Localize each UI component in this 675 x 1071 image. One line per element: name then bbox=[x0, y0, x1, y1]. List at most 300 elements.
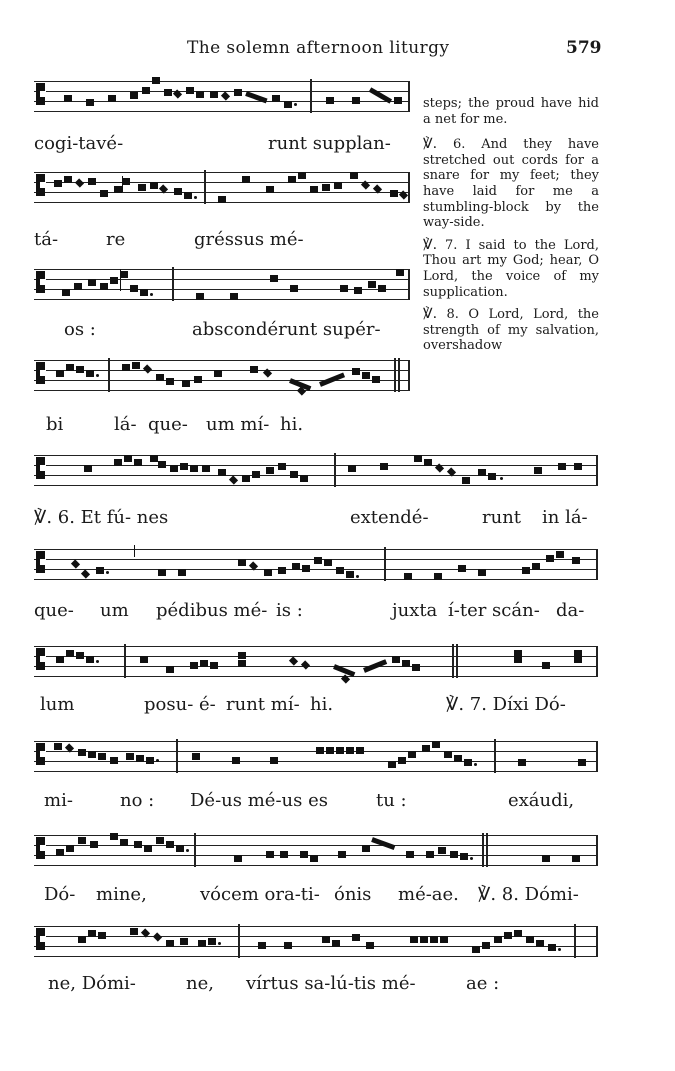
neume-note bbox=[208, 938, 216, 945]
neume-note bbox=[230, 293, 238, 300]
neume-note bbox=[424, 459, 432, 466]
neume-note bbox=[338, 851, 346, 858]
neume-note bbox=[64, 176, 72, 183]
neume-note bbox=[430, 936, 438, 943]
staff-line bbox=[34, 360, 410, 361]
translation-intro: steps; the proud have hid a net for me. bbox=[423, 96, 599, 127]
neume-note bbox=[62, 289, 70, 296]
neume-note bbox=[242, 176, 250, 183]
neume-note bbox=[346, 747, 354, 754]
neume-note bbox=[166, 841, 174, 848]
translation-column bbox=[423, 96, 599, 361]
neume-note bbox=[186, 87, 194, 94]
do-clef-icon bbox=[36, 743, 45, 765]
lyric-syllable: gréssus mé- bbox=[194, 229, 304, 250]
running-title: The solemn afternoon liturgy bbox=[187, 38, 450, 58]
lyric-syllable: vócem ora-ti- bbox=[200, 884, 320, 905]
neume-note bbox=[546, 555, 554, 562]
neume-note bbox=[422, 745, 430, 752]
neume-note bbox=[96, 567, 104, 574]
neume-note bbox=[166, 940, 174, 947]
neume-note bbox=[406, 851, 414, 858]
neume-note bbox=[460, 853, 468, 860]
neume-note bbox=[434, 573, 442, 580]
bar-line bbox=[172, 267, 174, 301]
neume-note bbox=[78, 749, 86, 756]
neume-note bbox=[86, 656, 94, 663]
music-staff-3 bbox=[34, 265, 410, 305]
staff-line bbox=[34, 380, 410, 381]
neume-note bbox=[302, 565, 310, 572]
staff-line bbox=[34, 269, 410, 270]
neume-note bbox=[352, 368, 360, 375]
neume-note bbox=[156, 374, 164, 381]
lyric-syllable: mé-ae. bbox=[398, 884, 459, 905]
do-clef-icon bbox=[36, 837, 45, 859]
neume-note bbox=[122, 178, 130, 185]
neume-note bbox=[432, 741, 440, 748]
neume-note bbox=[350, 172, 358, 179]
neume-note bbox=[542, 662, 550, 669]
neume-note bbox=[56, 849, 64, 856]
neume-note bbox=[174, 188, 182, 195]
neume-note bbox=[214, 370, 222, 377]
neume-note bbox=[272, 95, 280, 102]
bar-line bbox=[408, 81, 410, 112]
staff-line bbox=[34, 956, 598, 957]
neume-note bbox=[88, 751, 96, 758]
neume-note bbox=[300, 475, 308, 482]
bar-line bbox=[124, 644, 126, 678]
neume-note bbox=[221, 91, 230, 100]
lyric-syllable: pédibus mé- bbox=[156, 600, 268, 621]
neume-note bbox=[54, 743, 62, 750]
lyric-syllable: que- bbox=[148, 414, 188, 435]
neume-note bbox=[158, 461, 166, 468]
neume-note bbox=[292, 563, 300, 570]
neume-note bbox=[378, 285, 386, 292]
neume-note bbox=[464, 759, 472, 766]
bar-line bbox=[310, 79, 312, 113]
translation-verse-8 bbox=[423, 307, 599, 354]
neume-note bbox=[130, 285, 138, 292]
neume-note bbox=[142, 87, 150, 94]
lyric-syllable: í-ter scán- bbox=[448, 600, 540, 621]
lyric-syllable: ℣. 6. Et fú- nes bbox=[34, 507, 169, 528]
neume-note bbox=[86, 99, 94, 106]
bar-line bbox=[452, 644, 458, 678]
neume-note bbox=[106, 571, 109, 574]
bar-line bbox=[482, 833, 488, 867]
neume-note bbox=[194, 376, 202, 383]
neume-note bbox=[96, 374, 99, 377]
lyric-syllable: tu : bbox=[376, 790, 407, 811]
music-staff-1 bbox=[34, 77, 410, 117]
lyric-syllable: um mí- bbox=[206, 414, 270, 435]
neume-note bbox=[266, 186, 274, 193]
neume-note bbox=[294, 103, 297, 106]
neume-note bbox=[71, 559, 80, 568]
staff-line bbox=[34, 485, 598, 486]
versicle-mark: ℣. bbox=[423, 306, 438, 323]
lyric-syllable: mi- bbox=[44, 790, 73, 811]
lyric-syllable: is : bbox=[276, 600, 303, 621]
lyric-syllable: ne, bbox=[186, 973, 214, 994]
neume-note bbox=[450, 851, 458, 858]
neume-note bbox=[74, 283, 82, 290]
neume-note bbox=[178, 569, 186, 576]
neume-note bbox=[100, 190, 108, 197]
staff-line bbox=[34, 81, 410, 82]
neume-note bbox=[194, 196, 197, 199]
lyric-syllable: no : bbox=[120, 790, 155, 811]
neume-note bbox=[250, 366, 258, 373]
neume-note bbox=[153, 932, 162, 941]
neume-note bbox=[78, 936, 86, 943]
staff-line bbox=[34, 299, 410, 300]
neume-note bbox=[86, 370, 94, 377]
neume-note bbox=[144, 845, 152, 852]
music-staff-10 bbox=[34, 922, 598, 962]
lyric-syllable: posu- é- bbox=[144, 694, 216, 715]
do-clef-icon bbox=[36, 83, 45, 105]
neume-note bbox=[356, 747, 364, 754]
neume-note bbox=[542, 855, 550, 862]
lyric-syllable: ℣. 7. Díxi Dó- bbox=[446, 694, 566, 715]
neume-note bbox=[558, 463, 566, 470]
neume-note bbox=[280, 851, 288, 858]
neume-note bbox=[88, 178, 96, 185]
neume-note bbox=[134, 841, 142, 848]
neume-note bbox=[316, 747, 324, 754]
lyric-syllable: Dó- bbox=[44, 884, 76, 905]
translation-verse-text: 7. I said to the Lord, Thou art my God; hear, O Lord, the voice of my supplication. bbox=[423, 237, 599, 300]
neume-note bbox=[238, 559, 246, 566]
neume-note bbox=[410, 936, 418, 943]
neume-note bbox=[124, 455, 132, 462]
music-staff-7 bbox=[34, 642, 598, 682]
translation-verse-text: 8. O Lord, Lord, the strength of my salvation, overshadow bbox=[423, 307, 599, 354]
neume-note bbox=[362, 845, 370, 852]
neume-note bbox=[120, 269, 121, 291]
page-header bbox=[0, 38, 675, 62]
neume-note bbox=[150, 293, 153, 296]
neume-note bbox=[574, 463, 582, 470]
lyric-syllable: in lá- bbox=[542, 507, 588, 528]
neume-note bbox=[326, 747, 334, 754]
neume-note bbox=[229, 475, 238, 484]
neume-note bbox=[336, 747, 344, 754]
music-staff-2 bbox=[34, 168, 410, 208]
neume-note bbox=[394, 97, 402, 104]
neume-note bbox=[462, 477, 470, 484]
bar-line bbox=[194, 833, 196, 867]
neume-note bbox=[54, 180, 62, 187]
neume-note bbox=[192, 753, 200, 760]
neume-note bbox=[238, 652, 246, 659]
staff-line bbox=[34, 390, 410, 391]
neume-note bbox=[472, 946, 480, 953]
neume-note bbox=[270, 275, 278, 282]
staff-line bbox=[34, 475, 598, 476]
neume-note bbox=[578, 759, 586, 766]
lyric-syllable: juxta bbox=[392, 600, 438, 621]
neume-note bbox=[346, 571, 354, 578]
neume-note bbox=[392, 656, 400, 663]
staff-line bbox=[34, 845, 598, 846]
neume-note bbox=[120, 839, 128, 846]
neume-note bbox=[114, 186, 122, 193]
neume-note bbox=[324, 559, 332, 566]
neume-note bbox=[110, 757, 118, 764]
neume-note bbox=[322, 184, 330, 191]
neume-note bbox=[548, 944, 556, 951]
neume-note bbox=[218, 196, 226, 203]
lyric-syllable: ne, Dómi- bbox=[48, 973, 136, 994]
neume-note bbox=[140, 289, 148, 296]
music-staff-6 bbox=[34, 545, 598, 585]
neume-note bbox=[232, 757, 240, 764]
neume-note bbox=[76, 366, 84, 373]
neume-note bbox=[556, 551, 564, 558]
neume-note bbox=[572, 557, 580, 564]
lyric-syllable: runt supplan- bbox=[268, 133, 391, 154]
neume-note bbox=[138, 184, 146, 191]
neume-note bbox=[100, 283, 108, 290]
neume-note bbox=[398, 757, 406, 764]
neume-note bbox=[558, 948, 561, 951]
translation-verse-text: 6. And they have stretched out cords for a snare for my feet; they have laid for me a stumbling-block by the way-side. bbox=[423, 137, 599, 231]
neume-note bbox=[371, 837, 395, 850]
staff-line bbox=[34, 865, 598, 866]
neume-note bbox=[458, 565, 466, 572]
neume-note bbox=[150, 182, 158, 189]
neume-note bbox=[176, 845, 184, 852]
neume-note bbox=[234, 855, 242, 862]
versicle-mark: ℣. bbox=[423, 236, 438, 253]
neume-note bbox=[96, 660, 99, 663]
lyric-syllable: tá- bbox=[34, 229, 59, 250]
neume-note bbox=[146, 757, 154, 764]
neume-note bbox=[440, 936, 448, 943]
do-clef-icon bbox=[36, 174, 45, 196]
neume-note bbox=[56, 370, 64, 377]
staff-line bbox=[34, 192, 410, 193]
bar-line bbox=[176, 739, 178, 773]
neume-note bbox=[288, 176, 296, 183]
music-staff-9 bbox=[34, 831, 598, 871]
lyric-syllable: hi. bbox=[310, 694, 334, 715]
neume-note bbox=[66, 364, 74, 371]
staff-line bbox=[34, 646, 598, 647]
neume-note bbox=[526, 936, 534, 943]
staff-line bbox=[34, 569, 598, 570]
neume-note bbox=[81, 569, 90, 578]
neume-note bbox=[408, 751, 416, 758]
neume-note bbox=[301, 660, 310, 669]
neume-note bbox=[182, 380, 190, 387]
neume-note bbox=[122, 364, 130, 371]
bar-line bbox=[394, 358, 400, 392]
staff-line bbox=[34, 91, 410, 92]
neume-note bbox=[412, 664, 420, 671]
bar-line bbox=[596, 455, 598, 486]
do-clef-icon bbox=[36, 928, 45, 950]
neume-note bbox=[352, 97, 360, 104]
neume-note bbox=[66, 845, 74, 852]
neume-note bbox=[196, 91, 204, 98]
neume-note bbox=[380, 463, 388, 470]
lyric-syllable: runt mí- bbox=[226, 694, 300, 715]
neume-note bbox=[310, 186, 318, 193]
neume-note bbox=[298, 172, 306, 179]
do-clef-icon bbox=[36, 457, 45, 479]
neume-note bbox=[478, 469, 486, 476]
neume-note bbox=[336, 567, 344, 574]
lyric-syllable: extendé- bbox=[350, 507, 429, 528]
neume-note bbox=[278, 463, 286, 470]
neume-note bbox=[366, 942, 374, 949]
neume-note bbox=[64, 95, 72, 102]
neume-note bbox=[290, 285, 298, 292]
lyric-syllable: runt bbox=[482, 507, 522, 528]
neume-note bbox=[78, 837, 86, 844]
music-staff-5 bbox=[34, 451, 598, 491]
neume-note bbox=[126, 753, 134, 760]
neume-note bbox=[122, 176, 123, 192]
neume-note bbox=[284, 101, 292, 108]
neume-note bbox=[242, 475, 250, 482]
lyric-syllable: bi bbox=[46, 414, 64, 435]
neume-note bbox=[166, 378, 174, 385]
neume-note bbox=[514, 656, 522, 663]
bar-line bbox=[408, 269, 410, 300]
bar-line bbox=[334, 453, 336, 487]
neume-note bbox=[200, 660, 208, 667]
neume-note bbox=[402, 660, 410, 667]
neume-note bbox=[84, 465, 92, 472]
neume-note bbox=[238, 660, 246, 667]
neume-note bbox=[130, 928, 138, 935]
neume-note bbox=[90, 841, 98, 848]
neume-note bbox=[322, 936, 330, 943]
neume-note bbox=[114, 459, 122, 466]
neume-note bbox=[334, 182, 342, 189]
neume-note bbox=[454, 755, 462, 762]
neume-note bbox=[98, 753, 106, 760]
do-clef-icon bbox=[36, 271, 45, 293]
neume-note bbox=[266, 467, 274, 474]
neume-note bbox=[210, 662, 218, 669]
neume-note bbox=[574, 656, 582, 663]
neume-note bbox=[152, 77, 160, 84]
neume-note bbox=[572, 855, 580, 862]
neume-note bbox=[494, 936, 502, 943]
neume-note bbox=[504, 932, 512, 939]
bar-line bbox=[596, 835, 598, 866]
neume-note bbox=[252, 471, 260, 478]
neume-note bbox=[120, 271, 128, 278]
lyric-syllable: re bbox=[106, 229, 126, 250]
neume-note bbox=[184, 192, 192, 199]
neume-note bbox=[156, 837, 164, 844]
do-clef-icon bbox=[36, 551, 45, 573]
page-number: 579 bbox=[566, 38, 602, 58]
neume-note bbox=[140, 656, 148, 663]
bar-line bbox=[408, 172, 410, 203]
neume-note bbox=[210, 91, 218, 98]
bar-line bbox=[596, 741, 598, 772]
staff-line bbox=[34, 111, 410, 112]
neume-note bbox=[143, 364, 152, 373]
neume-note bbox=[158, 569, 166, 576]
translation-verse-7 bbox=[423, 238, 599, 300]
lyric-syllable: ónis bbox=[334, 884, 372, 905]
staff-line bbox=[34, 835, 598, 836]
neume-note bbox=[368, 281, 376, 288]
lyric-syllable: que- bbox=[34, 600, 74, 621]
neume-note bbox=[300, 851, 308, 858]
bar-line bbox=[108, 358, 110, 392]
bar-line bbox=[408, 360, 410, 391]
neume-note bbox=[156, 759, 159, 762]
neume-note bbox=[289, 656, 298, 665]
neume-note bbox=[198, 940, 206, 947]
neume-note bbox=[270, 757, 278, 764]
neume-note bbox=[180, 463, 188, 470]
neume-note bbox=[76, 652, 84, 659]
neume-note bbox=[500, 477, 503, 480]
lyric-syllable: abscondérunt supér- bbox=[192, 319, 381, 340]
staff-line bbox=[34, 549, 598, 550]
neume-note bbox=[196, 293, 204, 300]
lyric-syllable: um bbox=[100, 600, 129, 621]
neume-note bbox=[362, 372, 370, 379]
lyric-syllable: cogi-tavé- bbox=[34, 133, 124, 154]
neume-note bbox=[388, 761, 396, 768]
do-clef-icon bbox=[36, 648, 45, 670]
staff-line bbox=[34, 676, 598, 677]
lyric-syllable: ℣. 8. Dómi- bbox=[478, 884, 579, 905]
neume-note bbox=[66, 650, 74, 657]
lyric-syllable: exáudi, bbox=[508, 790, 575, 811]
neume-note bbox=[56, 656, 64, 663]
neume-note bbox=[488, 473, 496, 480]
neume-note bbox=[310, 855, 318, 862]
neume-note bbox=[514, 930, 522, 937]
bar-line bbox=[596, 646, 598, 677]
neume-note bbox=[522, 567, 530, 574]
neume-note bbox=[202, 465, 210, 472]
neume-note bbox=[190, 465, 198, 472]
neume-note bbox=[110, 277, 118, 284]
lyric-syllable: da- bbox=[556, 600, 585, 621]
neume-note bbox=[266, 851, 274, 858]
neume-note bbox=[356, 575, 359, 578]
lyric-syllable: vírtus sa-lú-tis mé- bbox=[246, 973, 416, 994]
neume-note bbox=[414, 455, 422, 462]
neume-note bbox=[134, 459, 142, 466]
neume-note bbox=[284, 942, 292, 949]
lyric-syllable: lá- bbox=[114, 414, 137, 435]
neume-note bbox=[264, 569, 272, 576]
neume-note bbox=[404, 573, 412, 580]
neume-note bbox=[372, 376, 380, 383]
staff-line bbox=[34, 771, 598, 772]
neume-note bbox=[478, 569, 486, 576]
neume-note bbox=[470, 857, 473, 860]
neume-note bbox=[348, 465, 356, 472]
